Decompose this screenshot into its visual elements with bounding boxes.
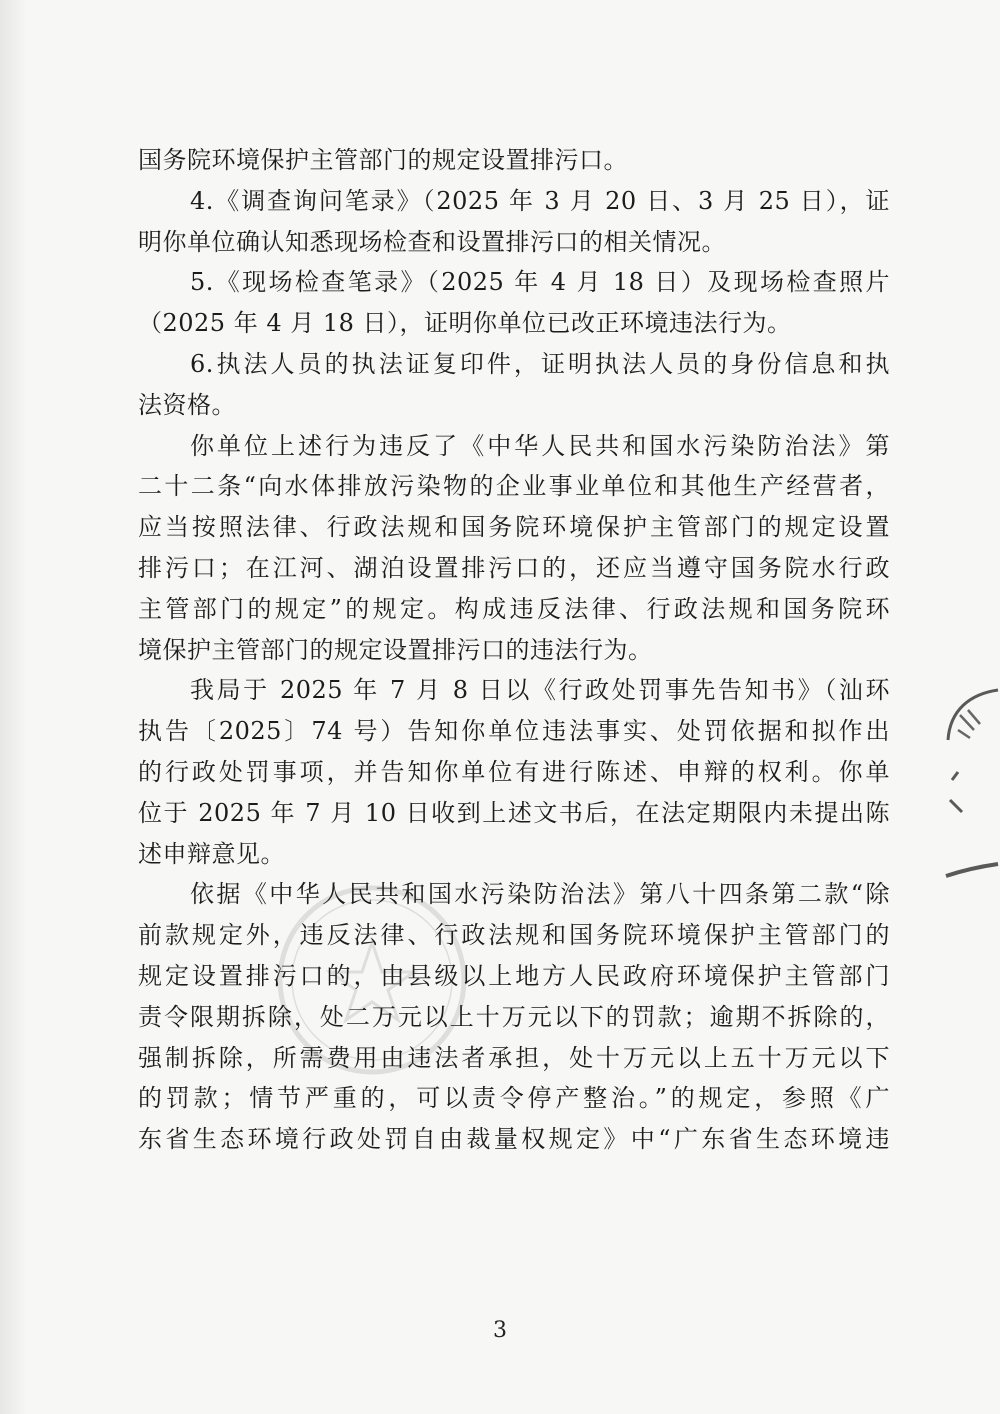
text-line: 主管部门的规定”的规定。构成违反法律、行政法规和国务院环: [138, 594, 890, 623]
text-line: 规定设置排污口的，由县级以上地方人民政府环境保护主管部门: [138, 961, 890, 990]
text-line: 境保护主管部门的规定设置排污口的违法行为。: [138, 635, 653, 664]
text-line: 明你单位确认知悉现场检查和设置排污口的相关情况。: [138, 227, 726, 256]
text-line: 东省生态环境行政处罚自由裁量权规定》中“广东省生态环境违: [138, 1125, 890, 1154]
text-line: 的罚款；情节严重的，可以责令停产整治。”的规定，参照《广: [138, 1084, 890, 1113]
text-line: 责令限期拆除，处二万元以上十万元以下的罚款；逾期不拆除的，: [138, 1002, 890, 1031]
text-line: 国务院环境保护主管部门的规定设置排污口。: [138, 146, 628, 174]
text-line: 应当按照法律、行政法规和国务院环境保护主管部门的规定设置: [138, 513, 890, 542]
text-line: 位于 2025 年 7 月 10 日收到上述文书后，在法定期限内未提出陈: [138, 798, 890, 827]
text-line: 前款规定外，违反法律、行政法规和国务院环境保护主管部门的: [138, 921, 890, 950]
document-body: [138, 140, 890, 1160]
partial-stamp-mark-icon: [940, 680, 1000, 900]
text-line: （2025 年 4 月 18 日），证明你单位已改正环境违法行为。: [138, 309, 792, 338]
text-line: 5.《现场检查笔录》（2025 年 4 月 18 日）及现场检查照片: [190, 268, 890, 297]
text-line: 6.执法人员的执法证复印件，证明执法人员的身份信息和执: [190, 349, 890, 378]
text-line: 依据《中华人民共和国水污染防治法》第八十四条第二款“除: [190, 880, 890, 909]
text-line: 的行政处罚事项，并告知你单位有进行陈述、申辩的权利。你单: [138, 757, 890, 786]
text-line: 强制拆除，所需费用由违法者承担，处十万元以上五十万元以下: [138, 1043, 890, 1072]
page-number: 3: [493, 1318, 507, 1343]
scan-edge-shadow: [0, 0, 28, 1414]
text-line: 我局于 2025 年 7 月 8 日以《行政处罚事先告知书》（汕环: [190, 676, 890, 705]
text-line: 法资格。: [138, 390, 236, 419]
text-line: 排污口；在江河、湖泊设置排污口的，还应当遵守国务院水行政: [138, 553, 890, 582]
text-line: 你单位上述行为违反了《中华人民共和国水污染防治法》第: [190, 431, 890, 460]
text-line: 执告〔2025〕74 号）告知你单位违法事实、处罚依据和拟作出: [138, 717, 890, 746]
text-line: 4.《调查询问笔录》（2025 年 3 月 20 日、3 月 25 日），证: [190, 186, 890, 215]
text-line: 二十二条“向水体排放污染物的企业事业单位和其他生产经营者，: [138, 472, 890, 501]
text-line: 述申辩意见。: [138, 839, 285, 868]
